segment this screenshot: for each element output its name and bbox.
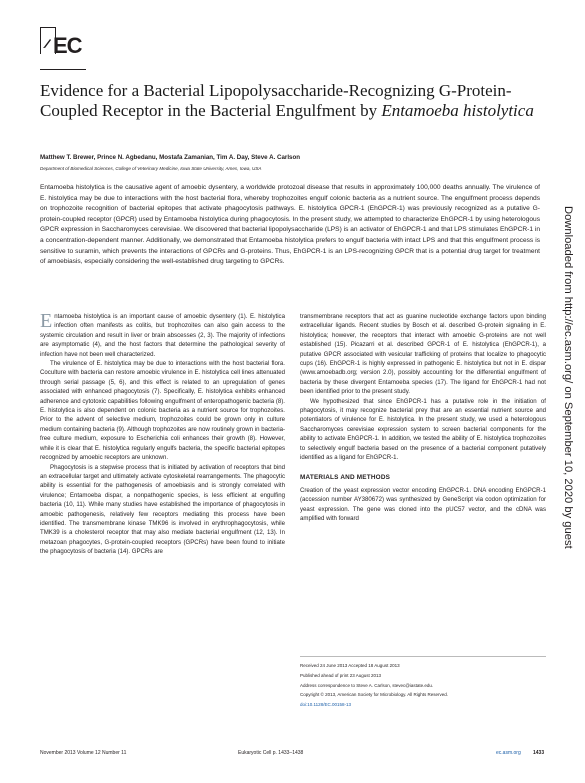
- pen-icon: [42, 37, 52, 49]
- title-species: Entamoeba histolytica: [381, 100, 534, 120]
- sidebar-link[interactable]: http://ec.asm.org/: [562, 296, 574, 384]
- paragraph-text: ntamoeba histolytica is an important cause of amoebic dysentery (1). E. histolytica infection often manifests as colitis, but trophozoites can also gain access to the systemic circulation and result in liver or brain abscesses (2, 3). The majority of infections are asymptomatic (4), and the host factors that determine the pathological severity of infection have not been well characterized.: [40, 313, 285, 358]
- correspondence: Address correspondence to Steve A. Carlson, stevec@iastate.edu.: [300, 682, 434, 688]
- copyright: Copyright © 2013, American Society for Microbiology. All Rights Reserved.: [300, 692, 449, 698]
- download-sidebar: [559, 206, 575, 606]
- body-paragraph: The virulence of E. histolytica may be due to interactions with the host bacterial flora. Coculture with bacteria can restore amoebic virulence in E. histolytica cell lines attenuated through serial passage (5, 6), and this effect is related to an upregulation of genes associated with enhanced phagocytosis (7). Specifically, E. histolytica exhibits enhanced adherence and cytotoxic capabilities following engulfment of enteropathogenic bacteria (8). E. histolytica is also dependent on colonic bacteria as a nutrient source for trophozoites. Prior to the advent of selective medium, trophozoites could be grown only in culture medium containing bacteria (9). Although trophozoites are now routinely grown in bacteria-free culture medium, exposure to Escherichia coli enhances their growth (8). However, while it is clear that E. histolytica regularly engulfs bacteria, the specific bacterial epitopes recognized by amoebic receptors are unknown.: [40, 360, 285, 462]
- body-paragraph: We hypothesized that since EhGPCR-1 has a putative role in the initiation of phagocytosis, it may recognize bacterial prey that are an essential nutrient source and potentiators of virulence for E. histolytica. In the present study, we used a heterologous Saccharomyces cerevisiae expression system to screen bacterial components for the ability to activate EhGPCR-1. In addition, we tested the ability of E. histolytica trophozoites to selectively engulf bacteria based on the presence of a bacterial component putatively identified as a ligand for EhGPCR-1.: [300, 397, 546, 462]
- logo-text: EC: [53, 33, 82, 58]
- page-footer: [40, 750, 545, 760]
- sidebar-prefix: Downloaded from: [562, 206, 574, 297]
- page-number: 1433: [533, 750, 545, 756]
- abstract: Entamoeba histolytica is the causative agent of amoebic dysentery, a worldwide protozoal disease that results in approximately 100,000 deaths annually. The virulence of E. histolytica may be due to interactions with the host bacterial flora, whereby trophozoites engulf colonic bacteria as a nutrient source. The engulfment process depends on trophozoite recognition of bacterial epitopes that activate phagocytosis pathways. E. histolytica GPCR-1 (EhGPCR-1) was previously recognized as a putative G-protein-coupled receptor (GPCR) used by Entamoeba histolytica during phagocytosis. In the present study, we attempted to characterize EhGPCR-1 by using heterologous GPCR expression in Saccharomyces cerevisiae. We discovered that bacterial lipopolysaccharide (LPS) is an activator of EhGPCR-1 and that LPS stimulates EhGPCR-1 in a concentration-dependent manner. Additionally, we demonstrated that Entamoeba histolytica prefers to engulf bacteria with intact LPS and that this engulfment process is sensitive to suramin, which prevents the interactions of GPCRs and G-proteins. Thus, EhGPCR-1 is an LPS-recognizing GPCR that is a potential drug target for treatment of amoebiasis, especially considering the well-established drug targeting to GPCRs.: [40, 184, 540, 266]
- body-paragraph: Creation of the yeast expression vector encoding EhGPCR-1. DNA encoding EhGPCR-1 (accession number AY380672) was synthesized by GeneScript via codon optimization for yeast expression. The gene was cloned into the pUC57 vector, and the cDNA was amplified with forward: [300, 486, 546, 523]
- doi-link[interactable]: doi:10.1128/EC.00158-13: [300, 702, 351, 708]
- intro-paragraph: [40, 312, 285, 359]
- drop-cap: E: [40, 310, 53, 332]
- article-title: [40, 81, 550, 120]
- footer-citation: Eukaryotic Cell p. 1433–1438: [238, 750, 304, 756]
- logo-divider: [40, 69, 86, 70]
- body-paragraph: transmembrane receptors that act as guanine nucleotide exchange factors upon binding extracellular ligands. Recent studies by Bosch et al. described G-protein signaling in E. histolytica; however, the receptors that interact with amoebic G-proteins are not well established (15). Picazarri et al. described GPCR-1 of E. histolytica (EhGPCR-1), a putative GPCR associated with vesicular trafficking of proteins that localize to phagocytic cups (16). EhGPCR-1 is highly expressed in pathogenic E. histolytica but not in E. dispar (www.amoebadb.org; version 2.0), possibly accounting for the differential engulfment of bacteria by these divergent Entamoeba species (17). The ligand for EhGPCR-1 had not been identified prior to the present study.: [300, 313, 546, 396]
- footer-issue: November 2013 Volume 12 Number 11: [40, 750, 127, 756]
- footer-site-link[interactable]: ec.asm.org: [496, 750, 521, 756]
- received-date: Received 24 June 2013 Accepted 18 August 2013: [300, 663, 400, 668]
- title-main: Evidence for a Bacterial Lipopolysaccharide-Recognizing G-Protein-Coupled Receptor in the Bacterial Engulfment by: [40, 81, 512, 120]
- journal-logo: [40, 27, 80, 71]
- section-heading: MATERIALS AND METHODS: [300, 473, 391, 481]
- body-column-left: [40, 312, 285, 557]
- body-paragraph: Phagocytosis is a stepwise process that is initiated by activation of receptors that bind an extracellular target and ultimately activate cytoskeletal rearrangements. The phagocytic ability is essential for the pathogenesis of amoebiasis and is strongly correlated with virulence; Entamoeba dispar, a nonpathogenic species, is less efficient at engulfing bacteria (10, 11). While many studies have established the importance of phagocytosis in amoebic pathogenesis, relatively few receptors mediating this process have been identified. The transmembrane kinase TMK96 is involved in erythrophagocytosis, while TMK39 is a cholesterol receptor that may also mediate bacterial engulfment (12, 13). In metazoan phagocytes, G-protein-coupled receptors (GPCRs) have been found to initiate the phagocytosis of bacteria (14). GPCRs are: [40, 463, 285, 556]
- sidebar-suffix: on September 10, 2020 by guest: [562, 383, 574, 549]
- article-dates: [300, 656, 546, 710]
- published-date: Published ahead of print 23 August 2013: [300, 672, 382, 678]
- author-list: Matthew T. Brewer, Prince N. Agbedanu, Mostafa Zamanian, Tim A. Day, Steve A. Carlson: [40, 154, 301, 161]
- body-column-right: [300, 312, 546, 524]
- affiliation: Department of Biomedical Sciences, College of Veterinary Medicine, Iowa State University, Ames, Iowa, USA: [40, 166, 262, 171]
